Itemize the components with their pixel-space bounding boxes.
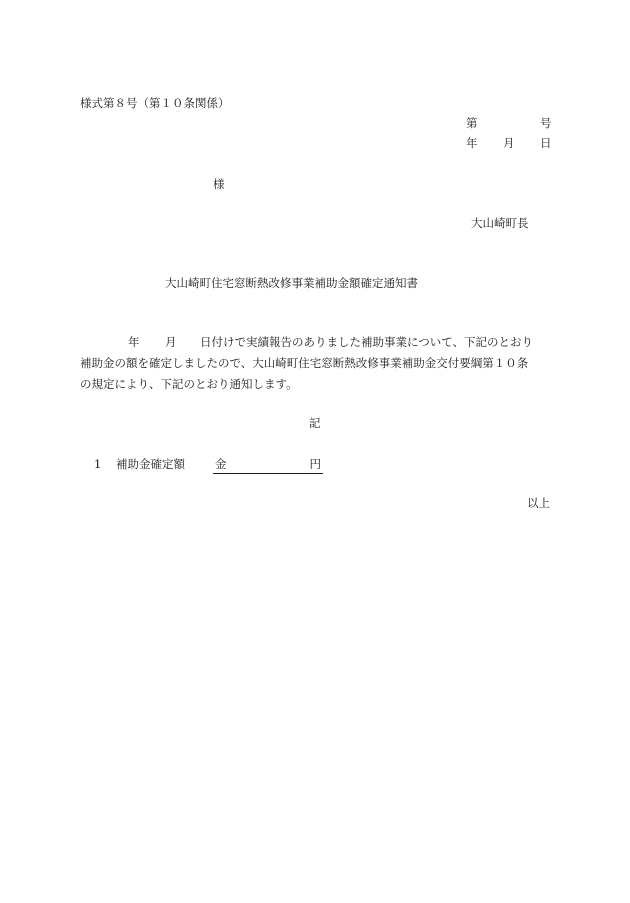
body-year: 年 <box>128 335 140 349</box>
body-line-1-text: 日付けで実績報告のありました補助事業について、下記のとおり <box>200 335 534 349</box>
form-number: 様式第８号（第１０条関係） <box>80 96 230 110</box>
body-line-1 <box>80 337 560 351</box>
doc-number-suffix: 号 <box>540 116 552 130</box>
closing-ijou: 以上 <box>527 496 550 510</box>
addressee-honorific: 様 <box>213 177 225 191</box>
ki-heading: 記 <box>309 416 321 430</box>
date-month: 月 <box>503 136 515 150</box>
document-title: 大山崎町住宅窓断熱改修事業補助金額確定通知書 <box>165 276 418 290</box>
sender-name: 大山崎町長 <box>471 216 529 230</box>
amount-suffix: 円 <box>309 457 321 471</box>
date-day: 日 <box>540 136 552 150</box>
item-label: 補助金確定額 <box>116 457 185 471</box>
body-line-3: の規定により、下記のとおり通知します。 <box>80 377 298 391</box>
item-number: 1 <box>94 457 102 471</box>
body-line-2: 補助金の額を確定しましたので、大山崎町住宅窓断熱改修事業補助金交付要綱第１０条 <box>80 356 529 370</box>
doc-number-prefix: 第 <box>466 116 478 130</box>
amount-field <box>213 459 323 474</box>
list-item <box>94 459 334 475</box>
date-year: 年 <box>466 136 478 150</box>
body-month: 月 <box>165 335 177 349</box>
amount-prefix: 金 <box>215 457 227 471</box>
